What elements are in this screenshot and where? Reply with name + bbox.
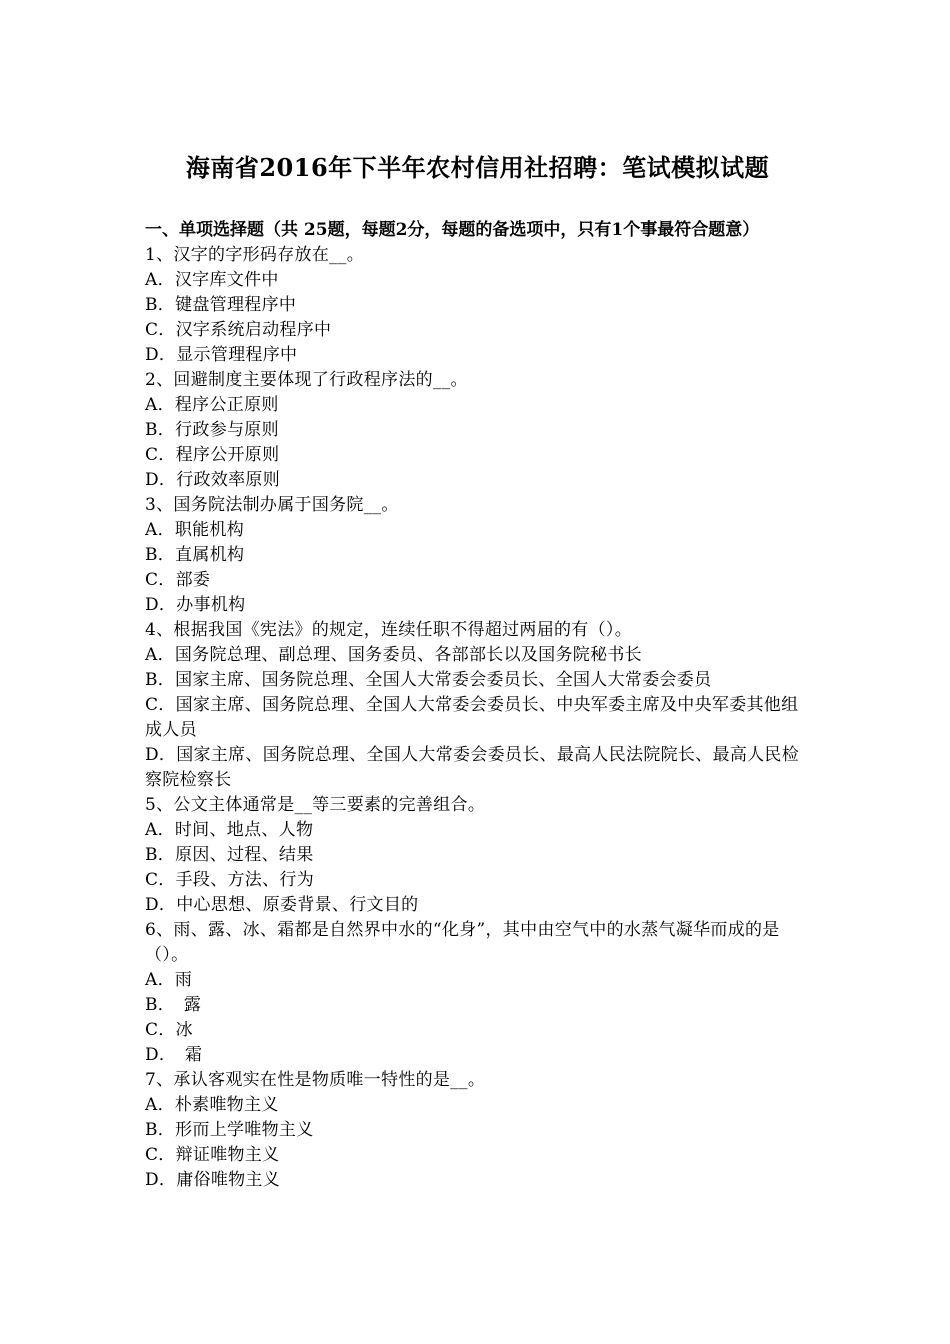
- answer-option: A．国务院总理、副总理、国务委员、各部部长以及国务院秘书长: [145, 645, 642, 665]
- section-heading: 一、单项选择题（共 25题，每题2分，每题的备选项中，只有1个事最符合题意）: [145, 220, 760, 240]
- answer-option: D．办事机构: [145, 595, 246, 615]
- question-text: 5、公文主体通常是__等三要素的完善组合。: [145, 795, 486, 815]
- title-suffix: 年下半年农村信用社招聘：笔试模拟试题: [328, 153, 770, 182]
- question-text: 7、承认客观实在性是物质唯一特性的是__。: [145, 1070, 486, 1090]
- answer-option: B． 露: [145, 995, 202, 1015]
- question-text: 4、根据我国《宪法》的规定，连续任职不得超过两届的有（）。: [145, 620, 633, 640]
- document-page: [145, 150, 810, 1193]
- answer-option: C．部委: [145, 570, 211, 590]
- answer-option: A．职能机构: [145, 520, 245, 540]
- answer-option: C．汉字系统启动程序中: [145, 320, 332, 340]
- question-text: 2、回避制度主要体现了行政程序法的__。: [145, 370, 468, 390]
- title-year: 2016: [259, 153, 329, 182]
- answer-option: C．国家主席、国务院总理、全国人大常委会委员长、中央军委主席及中央军委其他组成人员: [145, 695, 799, 740]
- answer-option: D．显示管理程序中: [145, 345, 298, 365]
- answer-option: B．键盘管理程序中: [145, 295, 297, 315]
- answer-option: B．原因、过程、结果: [145, 845, 314, 865]
- answer-option: A．时间、地点、人物: [145, 820, 314, 840]
- question-text: 3、国务院法制办属于国务院__。: [145, 495, 399, 515]
- answer-option: C．手段、方法、行为: [145, 870, 315, 890]
- answer-option: B．直属机构: [145, 545, 245, 565]
- question-text: 6、雨、露、冰、霜都是自然界中水的“化身”，其中由空气中的水蒸气凝华而成的是（）。: [145, 920, 780, 965]
- answer-option: D．庸俗唯物主义: [145, 1170, 281, 1190]
- answer-option: C．冰: [145, 1020, 193, 1040]
- answer-option: C．程序公开原则: [145, 445, 280, 465]
- answer-option: A．雨: [145, 970, 193, 990]
- answer-option: D．国家主席、国务院总理、全国人大常委会委员长、最高人民法院院长、最高人民检察院检察长: [145, 745, 800, 790]
- answer-option: B．形而上学唯物主义: [145, 1120, 314, 1140]
- answer-option: A．汉字库文件中: [145, 270, 279, 290]
- document-title: [145, 150, 810, 186]
- question-list: [145, 243, 810, 1193]
- answer-option: C．辩证唯物主义: [145, 1145, 280, 1165]
- answer-option: D．行政效率原则: [145, 470, 281, 490]
- question-text: 1、汉字的字形码存放在__。: [145, 245, 365, 265]
- answer-option: A．朴素唯物主义: [145, 1095, 279, 1115]
- answer-option: A．程序公正原则: [145, 395, 279, 415]
- title-prefix: 海南省: [185, 153, 260, 182]
- answer-option: D． 霜: [145, 1045, 203, 1065]
- answer-option: B．国家主席、国务院总理、全国人大常委会委员长、全国人大常委会委员: [145, 670, 712, 690]
- answer-option: D．中心思想、原委背景、行文目的: [145, 895, 419, 915]
- answer-option: B．行政参与原则: [145, 420, 279, 440]
